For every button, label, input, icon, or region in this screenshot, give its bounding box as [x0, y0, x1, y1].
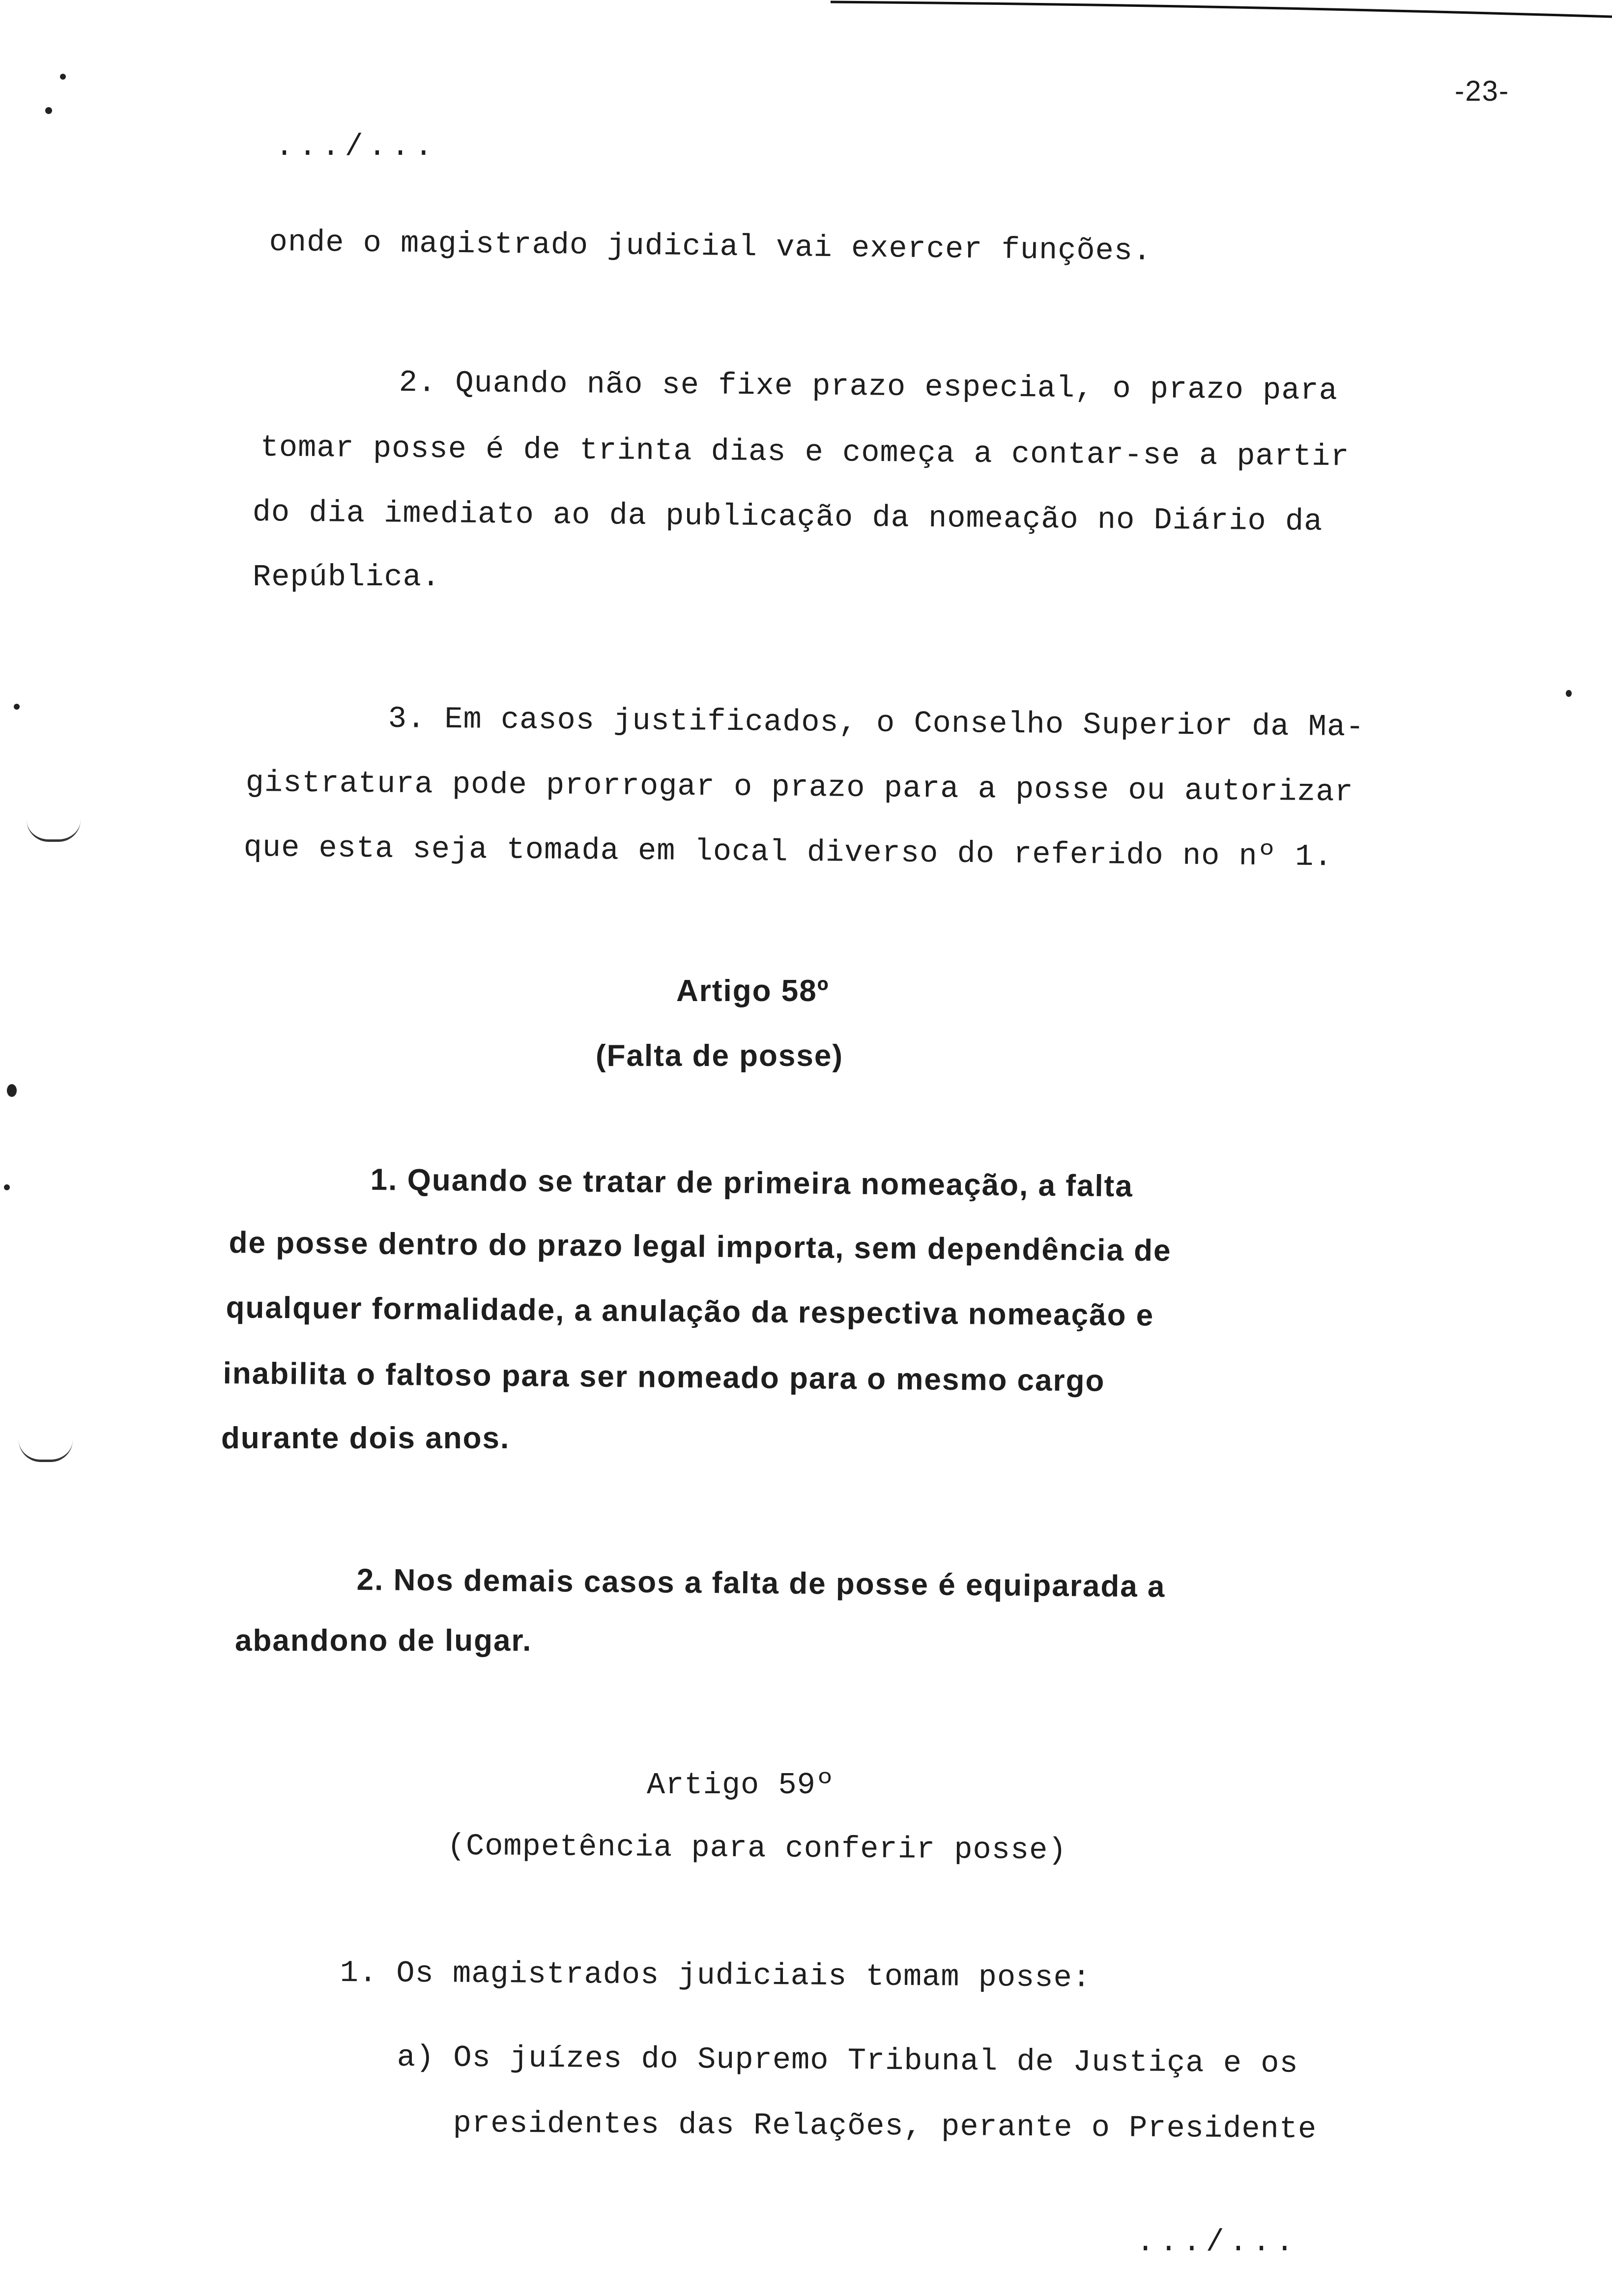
article-58-paragraph-2-line: abandono de lugar. — [235, 1624, 532, 1658]
continuation-bottom: .../... — [1136, 2225, 1299, 2260]
paragraph-3-line: que esta seja tomada em local diverso do referido no nº 1. — [243, 830, 1333, 875]
punch-hole-mark — [19, 1440, 73, 1462]
paragraph-3-line: 3. Em casos justificados, o Conselho Superior da Ma- — [388, 701, 1365, 745]
scan-dot — [4, 1184, 10, 1190]
article-58-paragraph-1-line: inabilita o faltoso para ser nomeado para o mesmo cargo — [223, 1356, 1105, 1398]
punch-hole-mark — [27, 820, 81, 842]
article-58-subtitle: (Falta de posse) — [596, 1039, 843, 1073]
article-58-paragraph-2-line: 2. Nos demais casos a falta de posse é equiparada a — [356, 1563, 1166, 1604]
top-rule-line — [831, 0, 1612, 20]
article-59-paragraph-1: 1. Os magistrados judiciais tomam posse: — [340, 1955, 1092, 1996]
intro-line: onde o magistrado judicial vai exercer funções. — [269, 225, 1152, 269]
scan-dot — [14, 704, 20, 710]
article-58-paragraph-1-line: durante dois anos. — [221, 1421, 510, 1455]
article-59-title: Artigo 59º — [647, 1768, 835, 1803]
article-58-title: Artigo 58º — [676, 974, 830, 1008]
paragraph-2-line: República. — [253, 560, 441, 595]
page-number: -23- — [1455, 75, 1510, 107]
continuation-top: .../... — [275, 129, 438, 164]
paragraph-2-line: tomar posse é de trinta dias e começa a contar-se a partir — [260, 430, 1350, 475]
article-59-item-a-line: a) Os juízes do Supremo Tribunal de Justiça e os — [397, 2040, 1298, 2081]
article-58-paragraph-1-line: 1. Quando se tratar de primeira nomeação, a falta — [370, 1163, 1134, 1204]
scan-dot — [1566, 690, 1572, 697]
article-58-paragraph-1-line: qualquer formalidade, a anulação da respectiva nomeação e — [226, 1291, 1154, 1333]
article-58-paragraph-1-line: de posse dentro do prazo legal importa, sem dependência de — [229, 1226, 1172, 1268]
scan-dot — [45, 107, 52, 114]
paragraph-2-line: 2. Quando não se fixe prazo especial, o prazo para — [399, 365, 1338, 408]
article-59-item-a-line: presidentes das Relações, perante o Presidente — [453, 2106, 1317, 2147]
paragraph-3-line: gistratura pode prorrogar o prazo para a posse ou autorizar — [245, 765, 1354, 810]
scan-dot — [60, 74, 66, 80]
scan-dot — [7, 1084, 17, 1097]
article-59-subtitle: (Competência para conferir posse) — [447, 1829, 1067, 1868]
paragraph-2-line: do dia imediato ao da publicação da nomeação no Diário da — [252, 495, 1323, 540]
